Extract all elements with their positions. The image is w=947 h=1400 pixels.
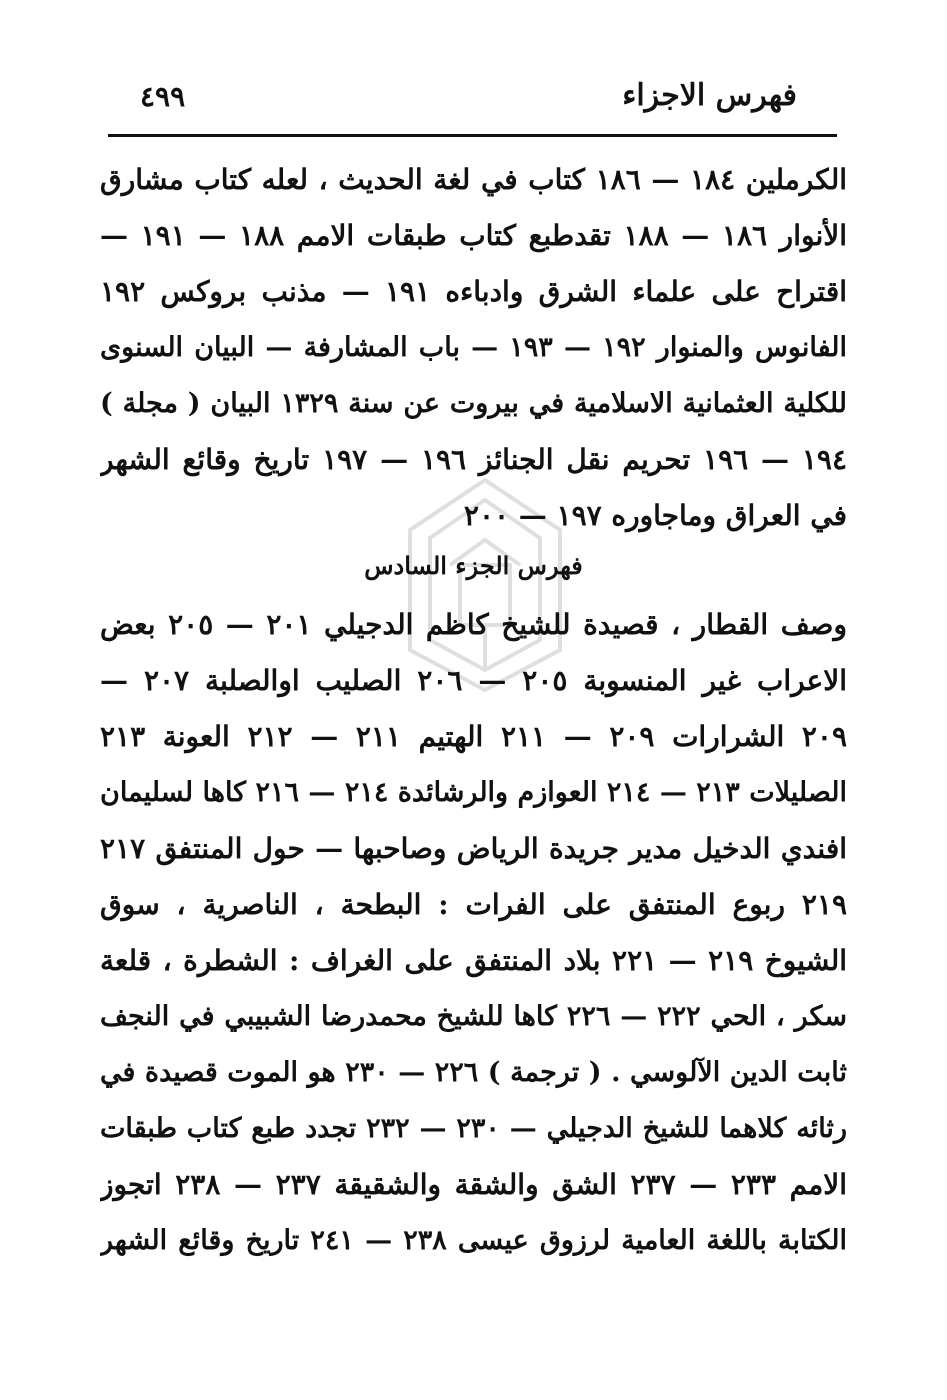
header-rule bbox=[108, 134, 837, 137]
text-line: اقتراح على علماء الشرق وادباءه ١٩١ — مذنب بروكس ١٩٢ bbox=[100, 275, 847, 308]
page-number: ٤٩٩ bbox=[140, 80, 186, 113]
index-section-5-tail bbox=[100, 152, 847, 544]
text-line: وصف القطار ، قصيدة للشيخ كاظم الدجيلي ٢٠١ — ٢٠٥ بعض bbox=[100, 608, 847, 641]
running-title: فهرس الاجزاء bbox=[622, 78, 797, 113]
page-header bbox=[140, 78, 797, 118]
text-line: الصليلات ٢١٣ — ٢١٤ العوازم والرشائدة ٢١٤ — ٢١٦ كاها لسليمان bbox=[100, 777, 847, 808]
text-line: الامم ٢٣٣ — ٢٣٧ الشق والشقة والشقيقة ٢٣٧ — ٢٣٨ اتجوز bbox=[100, 1168, 847, 1201]
text-line: في العراق وماجاوره ١٩٧ — ٢٠٠ bbox=[463, 499, 847, 532]
text-line: الفانوس والمنوار ١٩٢ — ١٩٣ — باب المشارفة — البيان السنوى bbox=[100, 332, 847, 363]
text-line: ثابت الدين الآلوسي . ( ترجمة ) ٢٢٦ — ٢٣٠ هو الموت قصيدة في bbox=[100, 1057, 847, 1088]
text-line: الكتابة باللغة العامية لرزوق عيسى ٢٣٨ — ٢٤١ تاريخ وقائع الشهر bbox=[100, 1225, 847, 1256]
text-line: الشيوخ ٢١٩ — ٢٢١ بلاد المنتفق على الغراف : الشطرة ، قلعة bbox=[100, 944, 847, 977]
index-section-6 bbox=[100, 597, 847, 1269]
text-line: ٢١٩ ربوع المنتفق على الفرات : البطحة ، الناصرية ، سوق bbox=[100, 888, 847, 921]
text-line: رثائه كلاهما للشيخ الدجيلي — ٢٣٠ — ٢٣٢ تجدد طبع كتاب طبقات bbox=[100, 1113, 847, 1144]
section-heading: فهرس الجزء السادس bbox=[364, 551, 583, 580]
text-line: للكلية العثمانية الاسلامية في بيروت عن سنة ١٣٢٩ البيان ( مجلة ) bbox=[100, 388, 847, 419]
text-line: افندي الدخيل مدير جريدة الرياض وصاحبها — حول المنتفق ٢١٧ bbox=[100, 832, 847, 865]
text-line: الاعراب غير المنسوبة ٢٠٥ — ٢٠٦ الصليب اوالصلبة ٢٠٧ — bbox=[100, 664, 847, 697]
text-line: ١٩٤ — ١٩٦ تحريم نقل الجنائز ١٩٦ — ١٩٧ تاريخ وقائع الشهر bbox=[100, 443, 847, 476]
text-line: الكرملين ١٨٤ — ١٨٦ كتاب في لغة الحديث ، لعله كتاب مشارق bbox=[100, 163, 847, 196]
text-line: الأنوار ١٨٦ — ١٨٨ تقدطبع كتاب طبقات الامم ١٨٨ — ١٩١ — bbox=[100, 219, 847, 252]
text-line: ٢٠٩ الشرارات ٢٠٩ — ٢١١ الهتيم ٢١١ — ٢١٢ العونة ٢١٣ bbox=[100, 720, 847, 753]
text-line: سكر ، الحي ٢٢٢ — ٢٢٦ كاها للشيخ محمدرضا الشبيبي في النجف bbox=[100, 1001, 847, 1032]
